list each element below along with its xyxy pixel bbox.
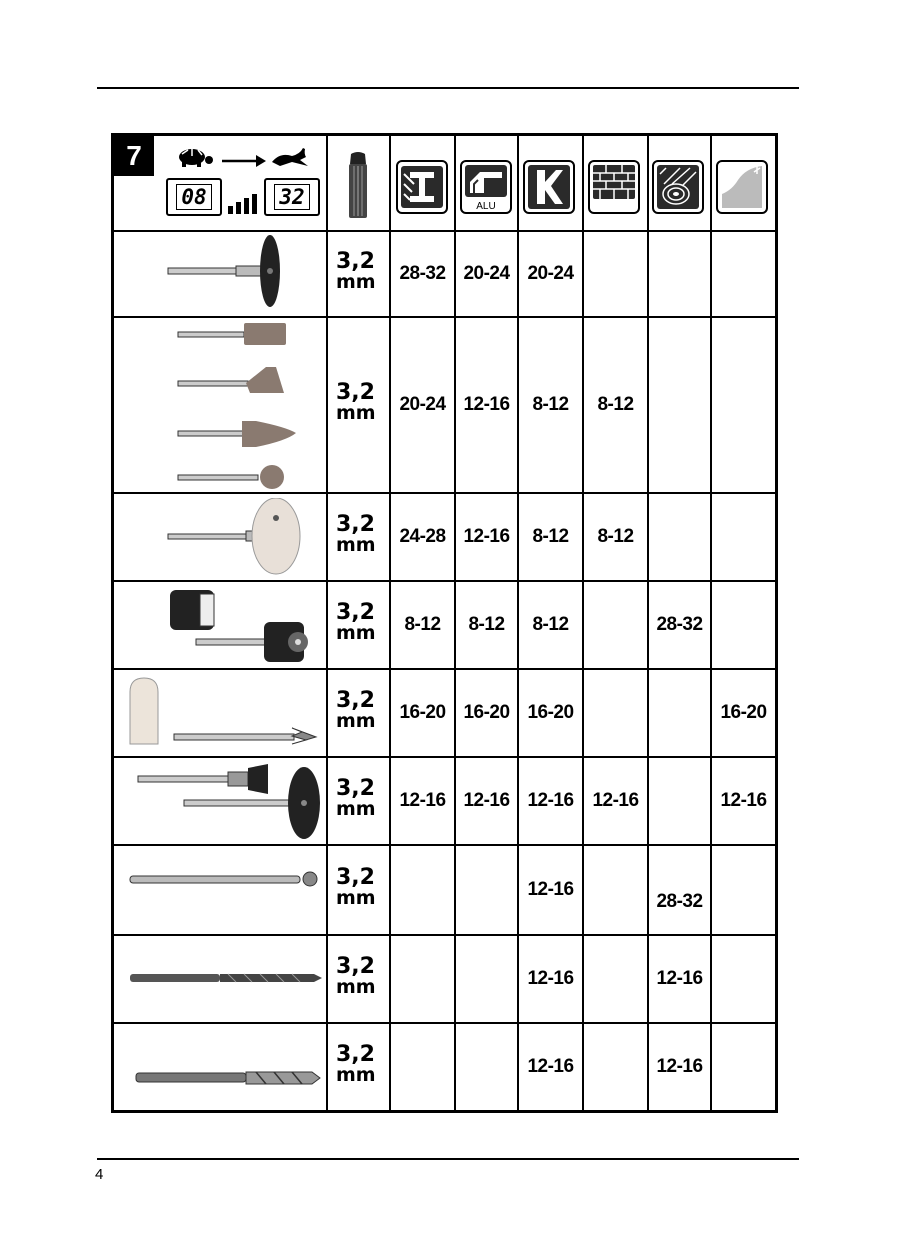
speed-setting: 8-12 <box>532 394 569 415</box>
speed-setting <box>649 494 710 580</box>
collet-size-unit: mm <box>336 533 376 556</box>
collet-size <box>336 380 376 424</box>
speed-setting: 8-12 <box>404 614 441 635</box>
speed-setting: 12-16 <box>527 879 574 900</box>
speed-setting <box>712 1024 775 1110</box>
collet-size-unit: mm <box>336 270 376 293</box>
speed-setting: 8-12 <box>532 614 569 635</box>
collet-size <box>336 954 376 998</box>
speed-setting: 16-20 <box>720 702 767 723</box>
footer-rule <box>97 1158 799 1160</box>
collet-size <box>336 600 376 644</box>
header-rule <box>97 87 799 89</box>
sanding-drum-tool <box>166 584 326 666</box>
collet-size <box>336 1042 376 1086</box>
collet-size-unit: mm <box>336 621 376 644</box>
collet-size-value: 3,2 <box>336 865 375 890</box>
collet-size-value: 3,2 <box>336 954 375 979</box>
speed-setting: 28-32 <box>399 263 446 284</box>
collet-size-value: 3,2 <box>336 776 375 801</box>
collet-size-unit: mm <box>336 975 376 998</box>
brick-icon <box>588 160 640 214</box>
speed-setting: 12-16 <box>592 790 639 811</box>
speed-setting <box>391 1024 454 1110</box>
arrow-right-icon <box>222 155 266 167</box>
speed-setting: 12-16 <box>656 968 703 989</box>
speed-setting: 12-16 <box>527 790 574 811</box>
felt-cone-mandrel-tool <box>124 674 334 754</box>
collet-size-value: 3,2 <box>336 688 375 713</box>
speed-setting: 12-16 <box>720 790 767 811</box>
speed-setting: 16-20 <box>463 702 510 723</box>
speed-setting <box>456 936 517 1022</box>
speed-setting <box>649 318 710 492</box>
aluminium-icon <box>460 160 512 214</box>
column-divider <box>326 136 328 1110</box>
speed-setting: 8-12 <box>532 526 569 547</box>
wire-brushes-tool <box>134 760 334 842</box>
plastic-icon <box>523 160 575 214</box>
speed-setting <box>584 936 647 1022</box>
speed-setting <box>712 232 775 316</box>
speed-setting <box>584 846 647 934</box>
speed-table <box>111 133 778 1113</box>
speed-setting: 8-12 <box>597 526 634 547</box>
collet-size-value: 3,2 <box>336 600 375 625</box>
speed-setting <box>649 758 710 844</box>
speed-setting: 12-16 <box>463 394 510 415</box>
speed-setting <box>649 232 710 316</box>
speed-setting <box>456 846 517 934</box>
speed-setting <box>456 1024 517 1110</box>
speed-setting: 16-20 <box>399 702 446 723</box>
speed-setting: 8-12 <box>468 614 505 635</box>
collet-icon <box>343 150 373 222</box>
speed-setting: 28-32 <box>656 891 703 912</box>
collet-size <box>336 688 376 732</box>
felt-polishing-disc-tool <box>166 498 306 578</box>
speed-setting: 20-24 <box>399 394 446 415</box>
speed-setting: 12-16 <box>463 790 510 811</box>
speed-setting: 20-24 <box>463 263 510 284</box>
svg-text:ALU: ALU <box>476 201 496 212</box>
wood-icon <box>652 160 704 214</box>
collet-size <box>336 865 376 909</box>
speed-setting: 20-24 <box>527 263 574 284</box>
speed-setting: 12-16 <box>399 790 446 811</box>
speed-setting <box>649 670 710 756</box>
speed-setting: 24-28 <box>399 526 446 547</box>
cutting-disc-tool <box>166 234 288 314</box>
speed-setting <box>584 232 647 316</box>
speed-setting <box>712 582 775 668</box>
speed-setting <box>584 670 647 756</box>
speed-setting: 12-16 <box>463 526 510 547</box>
speed-display-min: 08 <box>166 178 222 216</box>
router-bit-tool <box>134 1066 324 1090</box>
speed-setting: 8-12 <box>597 394 634 415</box>
speed-setting <box>712 846 775 934</box>
section-badge: 7 <box>114 136 154 176</box>
twist-drill-tool <box>128 966 324 990</box>
collet-size-value: 3,2 <box>336 1042 375 1067</box>
page-number: 4 <box>95 1166 104 1183</box>
collet-size-value: 3,2 <box>336 380 375 405</box>
tortoise-icon <box>170 146 216 168</box>
collet-size <box>336 512 376 556</box>
speed-setting: 16-20 <box>527 702 574 723</box>
grinding-stones-tool <box>176 319 296 489</box>
collet-size-value: 3,2 <box>336 512 375 537</box>
collet-size-unit: mm <box>336 886 376 909</box>
collet-size-unit: mm <box>336 1063 376 1086</box>
glass-ceramic-icon <box>716 160 768 214</box>
collet-size-unit: mm <box>336 797 376 820</box>
speed-setting <box>712 494 775 580</box>
signal-bars-icon <box>228 194 260 214</box>
collet-size-value: 3,2 <box>336 249 375 274</box>
speed-setting: 12-16 <box>656 1056 703 1077</box>
speed-setting <box>712 318 775 492</box>
speed-setting <box>584 1024 647 1110</box>
steel-beam-icon <box>396 160 448 214</box>
speed-setting <box>584 582 647 668</box>
speed-setting: 12-16 <box>527 1056 574 1077</box>
collet-size-unit: mm <box>336 709 376 732</box>
collet-size <box>336 249 376 293</box>
engraving-bit-tool <box>128 864 324 894</box>
hare-icon <box>270 144 310 168</box>
collet-size <box>336 776 376 820</box>
speed-setting <box>391 936 454 1022</box>
speed-setting <box>712 936 775 1022</box>
speed-display-max: 32 <box>264 178 320 216</box>
speed-setting: 28-32 <box>656 614 703 635</box>
speed-setting: 12-16 <box>527 968 574 989</box>
speed-setting <box>391 846 454 934</box>
collet-size-unit: mm <box>336 401 376 424</box>
